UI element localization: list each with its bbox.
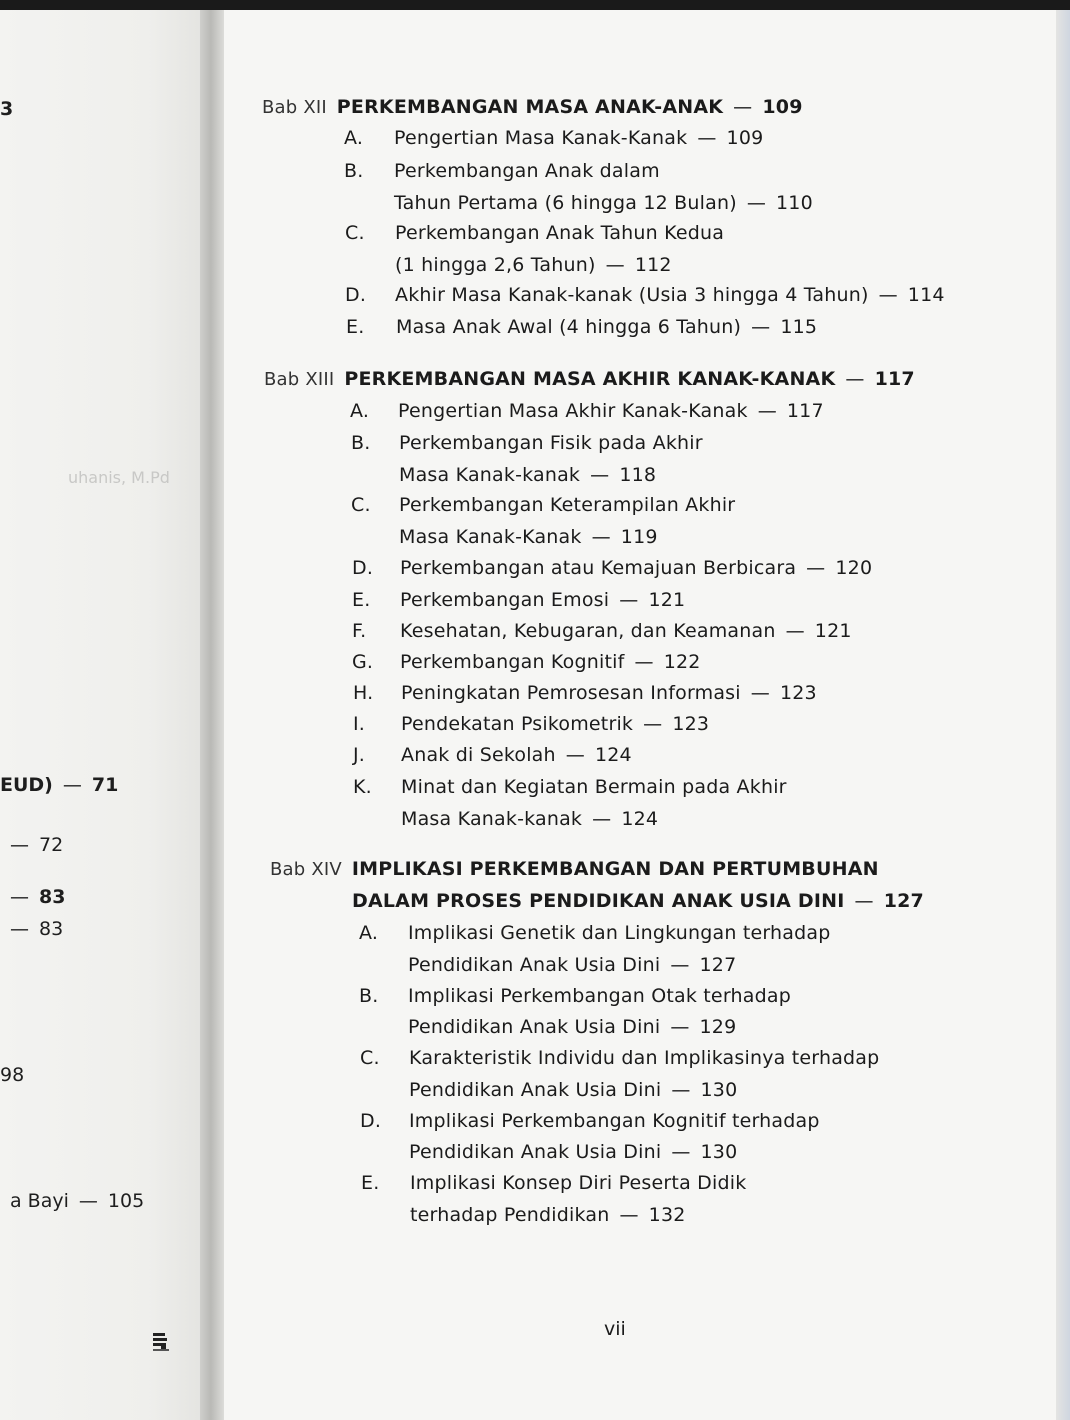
dash-separator: — bbox=[619, 589, 639, 611]
toc-item-text: Perkembangan atau Kemajuan Berbicara bbox=[400, 557, 797, 579]
toc-item-letter: D. bbox=[352, 557, 374, 579]
page-ref: 118 bbox=[619, 464, 657, 486]
toc-item-text: Peningkatan Pemrosesan Informasi bbox=[401, 682, 741, 704]
page-ref: 121 bbox=[648, 589, 686, 611]
dash-separator: — bbox=[10, 886, 29, 908]
page-number: vii bbox=[604, 1318, 626, 1340]
toc-item-text: Masa Kanak-Kanak bbox=[399, 526, 582, 548]
toc-item-line bbox=[395, 254, 672, 276]
toc-item-text: Masa Anak Awal (4 hingga 6 Tahun) bbox=[396, 316, 742, 338]
faint-bleed-text: uhanis, M.Pd bbox=[68, 468, 170, 487]
dash-separator: — bbox=[619, 1204, 639, 1226]
left-entry-text: 98 bbox=[0, 1064, 25, 1086]
toc-item-line bbox=[394, 160, 660, 182]
page-ref: 129 bbox=[699, 1016, 737, 1038]
toc-item-line bbox=[394, 192, 813, 214]
page-ref: 115 bbox=[780, 316, 818, 338]
dash-separator: — bbox=[751, 316, 771, 338]
page-ref: 110 bbox=[776, 192, 813, 214]
dash-separator: — bbox=[10, 834, 29, 856]
toc-item-line bbox=[401, 682, 817, 704]
page-ref: 120 bbox=[835, 557, 873, 579]
dash-separator: — bbox=[854, 890, 874, 912]
toc-item-line bbox=[399, 432, 703, 454]
toc-item-text: Implikasi Perkembangan Kognitif terhadap bbox=[409, 1110, 820, 1132]
toc-item-letter: J. bbox=[353, 744, 366, 766]
dash-separator: — bbox=[643, 713, 663, 735]
page-ref: 121 bbox=[814, 620, 852, 642]
dash-separator: — bbox=[565, 744, 585, 766]
dash-separator: — bbox=[670, 954, 690, 976]
toc-item-text: Masa Kanak-kanak bbox=[401, 808, 583, 830]
toc-item-text: Masa Kanak-kanak bbox=[399, 464, 581, 486]
dash-separator: — bbox=[670, 1016, 690, 1038]
dash-separator: — bbox=[733, 96, 753, 118]
chapter-label: Bab XIV bbox=[270, 859, 348, 880]
toc-item-text: Pengertian Masa Akhir Kanak-Kanak bbox=[398, 400, 748, 422]
toc-item-line bbox=[408, 922, 830, 944]
toc-item-line bbox=[409, 1141, 737, 1163]
toc-item-letter: A. bbox=[350, 400, 370, 422]
dash-separator: — bbox=[757, 400, 777, 422]
page-ref: 130 bbox=[700, 1079, 738, 1101]
chapter-heading bbox=[262, 96, 803, 118]
chapter-label: Bab XIII bbox=[264, 369, 341, 390]
toc-item-text: Pendidikan Anak Usia Dini bbox=[409, 1079, 662, 1101]
chapter-title: DALAM PROSES PENDIDIKAN ANAK USIA DINI bbox=[352, 890, 845, 912]
left-entry-page: 72 bbox=[39, 834, 64, 856]
toc-item-text: Pengertian Masa Kanak-Kanak bbox=[394, 127, 688, 149]
toc-item-letter: F. bbox=[352, 620, 367, 642]
toc-item-line bbox=[398, 400, 824, 422]
page-ref: 114 bbox=[907, 284, 945, 306]
page-ref: 124 bbox=[594, 744, 632, 766]
toc-item-line bbox=[396, 316, 817, 338]
dash-separator: — bbox=[10, 918, 29, 940]
chapter-title: PERKEMBANGAN MASA ANAK-ANAK bbox=[336, 96, 724, 118]
toc-item-letter: B. bbox=[359, 985, 379, 1007]
toc-item-text: Perkembangan Keterampilan Akhir bbox=[399, 494, 736, 516]
toc-item-text: Pendidikan Anak Usia Dini bbox=[408, 1016, 661, 1038]
toc-item-line bbox=[394, 127, 763, 149]
toc-item-letter: I. bbox=[353, 713, 366, 735]
dash-separator: — bbox=[806, 557, 826, 579]
toc-item-text: Pendidikan Anak Usia Dini bbox=[409, 1141, 662, 1163]
toc-item-text: Perkembangan Emosi bbox=[400, 589, 610, 611]
page-ref: 109 bbox=[726, 127, 764, 149]
toc-item-text: (1 hingga 2,6 Tahun) bbox=[395, 254, 596, 276]
page-ref: 112 bbox=[634, 254, 672, 276]
page-ref: 119 bbox=[620, 526, 658, 548]
toc-item-letter: K. bbox=[353, 776, 372, 798]
toc-item-line bbox=[401, 776, 787, 798]
toc-item-line bbox=[400, 651, 701, 673]
toc-item-line bbox=[395, 222, 724, 244]
dash-separator: — bbox=[845, 368, 865, 390]
dash-separator: — bbox=[591, 526, 611, 548]
toc-item-line bbox=[400, 557, 872, 579]
dash-separator: — bbox=[746, 192, 767, 214]
toc-item-letter: D. bbox=[360, 1110, 382, 1132]
toc-item-line bbox=[395, 284, 945, 306]
dash-separator: — bbox=[878, 284, 898, 306]
left-entry-page: 105 bbox=[107, 1190, 145, 1212]
toc-item-line bbox=[408, 954, 736, 976]
toc-item-letter: A. bbox=[344, 127, 364, 149]
chapter-title: IMPLIKASI PERKEMBANGAN DAN PERTUMBUHAN bbox=[351, 858, 879, 880]
toc-item-text: Implikasi Perkembangan Otak terhadap bbox=[408, 985, 791, 1007]
chapter-heading bbox=[352, 890, 924, 912]
toc-item-line bbox=[399, 464, 656, 486]
toc-item-letter: E. bbox=[361, 1172, 380, 1194]
page-ref: 127 bbox=[883, 890, 924, 912]
toc-item-line bbox=[401, 713, 709, 735]
page-ref: 123 bbox=[779, 682, 817, 704]
left-entry-text: EUD) bbox=[0, 774, 53, 796]
toc-item-letter: C. bbox=[345, 222, 365, 244]
dash-separator: — bbox=[78, 1190, 98, 1212]
toc-item-text: Minat dan Kegiatan Bermain pada Akhir bbox=[401, 776, 787, 798]
toc-item-letter: A. bbox=[359, 922, 379, 944]
dash-separator: — bbox=[590, 464, 610, 486]
toc-item-text: Kesehatan, Kebugaran, dan Keamanan bbox=[400, 620, 776, 642]
toc-item-text: Karakteristik Individu dan Implikasinya terhadap bbox=[409, 1047, 880, 1069]
toc-item-letter: G. bbox=[352, 651, 374, 673]
toc-item-text: Tahun Pertama (6 hingga 12 Bulan) bbox=[394, 192, 737, 214]
toc-item-line bbox=[401, 744, 632, 766]
toc-item-letter: C. bbox=[351, 494, 371, 516]
toc-item-line bbox=[409, 1047, 879, 1069]
dash-separator: — bbox=[605, 254, 625, 276]
page-ref: 124 bbox=[621, 808, 659, 830]
left-page-fragment: 3 bbox=[0, 98, 14, 120]
dash-separator: — bbox=[697, 127, 717, 149]
toc-item-text: Pendidikan Anak Usia Dini bbox=[408, 954, 661, 976]
toc-item-letter: E. bbox=[346, 316, 365, 338]
toc-item-text: Akhir Masa Kanak-kanak (Usia 3 hingga 4 Tahun) bbox=[395, 284, 869, 306]
toc-item-letter: H. bbox=[353, 682, 374, 704]
page-ref: 122 bbox=[663, 651, 701, 673]
page-ref: 109 bbox=[762, 96, 803, 118]
dash-separator: — bbox=[785, 620, 805, 642]
toc-item-text: Anak di Sekolah bbox=[401, 744, 556, 766]
page-ref: 132 bbox=[648, 1204, 686, 1226]
dash-separator: — bbox=[671, 1079, 691, 1101]
toc-item-line bbox=[410, 1172, 746, 1194]
dash-separator: — bbox=[634, 651, 654, 673]
left-entry-page: 83 bbox=[39, 918, 64, 940]
toc-item-line bbox=[409, 1110, 820, 1132]
toc-item-letter: E. bbox=[352, 589, 371, 611]
toc-item-line bbox=[410, 1204, 686, 1226]
toc-item-line bbox=[399, 526, 658, 548]
left-entry-page: 83 bbox=[39, 886, 66, 908]
toc-item-text: Implikasi Genetik dan Lingkungan terhadap bbox=[408, 922, 831, 944]
toc-item-text: Perkembangan Anak dalam bbox=[394, 160, 660, 182]
toc-item-line bbox=[401, 808, 658, 830]
page-ref: 117 bbox=[874, 368, 915, 390]
page-ref: 117 bbox=[786, 400, 824, 422]
toc-item-line bbox=[408, 1016, 736, 1038]
toc-item-line bbox=[408, 985, 791, 1007]
toc-item-text: Perkembangan Kognitif bbox=[400, 651, 625, 673]
toc-item-line bbox=[400, 620, 852, 642]
toc-item-letter: D. bbox=[345, 284, 367, 306]
toc-item-letter: B. bbox=[351, 432, 371, 454]
chapter-heading bbox=[270, 858, 879, 880]
left-entry-text: a Bayi bbox=[10, 1190, 69, 1212]
toc-item-text: Perkembangan Fisik pada Akhir bbox=[399, 432, 703, 454]
toc-item-line bbox=[409, 1079, 737, 1101]
chapter-title: PERKEMBANGAN MASA AKHIR KANAK-KANAK bbox=[344, 368, 836, 390]
page-ref: 127 bbox=[699, 954, 737, 976]
toc-item-letter: C. bbox=[360, 1047, 380, 1069]
page-ref: 123 bbox=[672, 713, 710, 735]
toc-item-text: Pendekatan Psikometrik bbox=[401, 713, 634, 735]
page-ref: 130 bbox=[700, 1141, 738, 1163]
dash-separator: — bbox=[750, 682, 770, 704]
toc-item-text: Perkembangan Anak Tahun Kedua bbox=[395, 222, 725, 244]
toc-item-line bbox=[399, 494, 735, 516]
chapter-heading bbox=[264, 368, 915, 390]
toc-item-line bbox=[400, 589, 685, 611]
dash-separator: — bbox=[592, 808, 612, 830]
toc-item-text: Implikasi Konsep Diri Peserta Didik bbox=[410, 1172, 747, 1194]
dash-separator: — bbox=[62, 774, 82, 796]
dash-separator: — bbox=[671, 1141, 691, 1163]
chapter-label: Bab XII bbox=[262, 97, 333, 118]
toc-item-letter: B. bbox=[344, 160, 364, 182]
toc-item-text: terhadap Pendidikan bbox=[410, 1204, 610, 1226]
left-entry-page: 71 bbox=[91, 774, 119, 796]
